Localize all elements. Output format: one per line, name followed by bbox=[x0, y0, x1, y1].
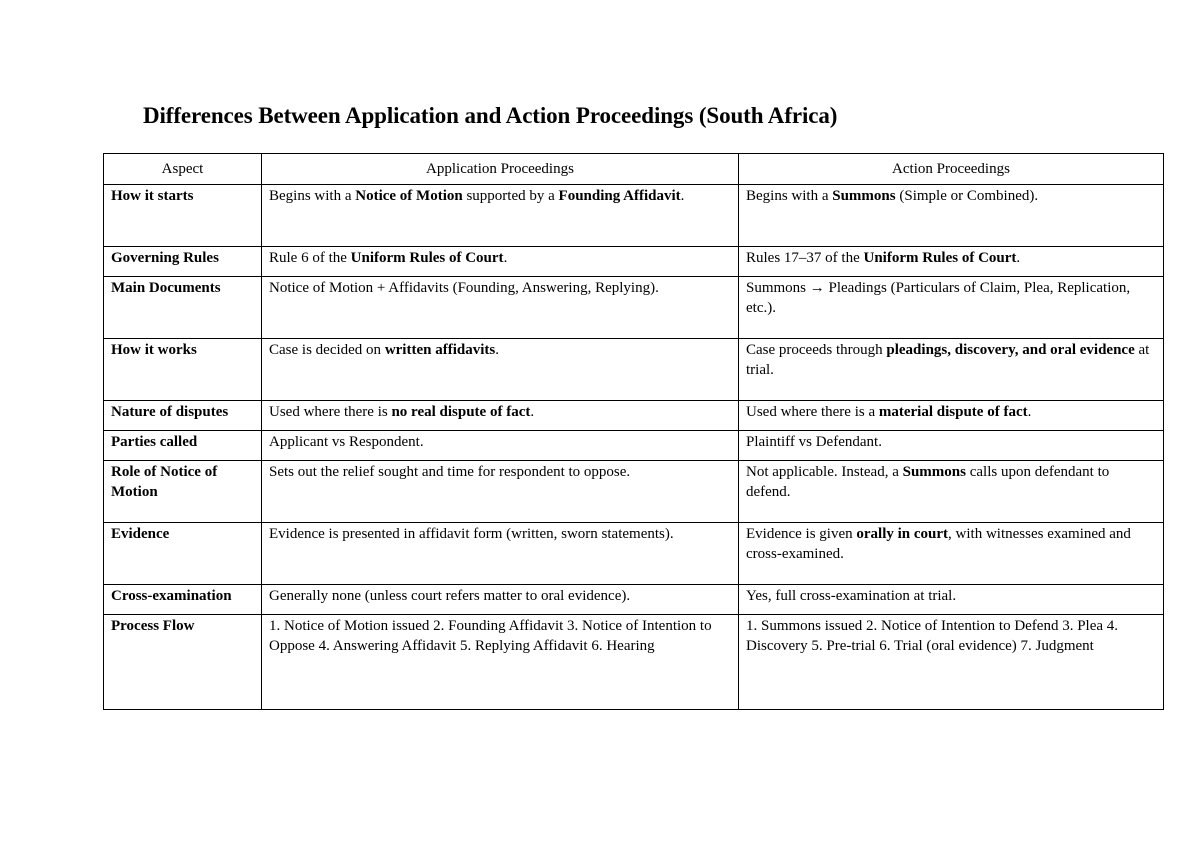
table-row bbox=[104, 585, 1164, 615]
aspect-cell: Cross-examination bbox=[104, 585, 262, 615]
action-cell: Yes, full cross-examination at trial. bbox=[739, 585, 1164, 615]
header-action: Action Proceedings bbox=[739, 154, 1164, 185]
application-cell: Evidence is presented in affidavit form (written, sworn statements). bbox=[262, 523, 739, 585]
page-title: Differences Between Application and Action Proceedings (South Africa) bbox=[143, 103, 838, 128]
bold-term: Summons bbox=[832, 188, 896, 204]
application-cell: Sets out the relief sought and time for respondent to oppose. bbox=[262, 461, 739, 523]
application-cell: 1. Notice of Motion issued 2. Founding Affidavit 3. Notice of Intention to Oppose 4. Answering Affidavit 5. Replying Affidavit 6. Hearing bbox=[262, 615, 739, 710]
aspect-cell: Nature of disputes bbox=[104, 401, 262, 431]
action-cell: Used where there is a material dispute of fact. bbox=[739, 401, 1164, 431]
aspect-cell: Governing Rules bbox=[104, 247, 262, 277]
application-cell: Applicant vs Respondent. bbox=[262, 431, 739, 461]
action-cell: Evidence is given orally in court, with witnesses examined and cross-examined. bbox=[739, 523, 1164, 585]
application-cell: Used where there is no real dispute of fact. bbox=[262, 401, 739, 431]
aspect-cell: Main Documents bbox=[104, 277, 262, 339]
application-cell: Rule 6 of the Uniform Rules of Court. bbox=[262, 247, 739, 277]
bold-term: pleadings, discovery, and oral evidence bbox=[886, 342, 1135, 358]
aspect-cell: Evidence bbox=[104, 523, 262, 585]
aspect-cell: Role of Notice of Motion bbox=[104, 461, 262, 523]
bold-term: written affidavits bbox=[384, 342, 496, 358]
application-cell: Notice of Motion + Affidavits (Founding, Answering, Replying). bbox=[262, 277, 739, 339]
table-body bbox=[104, 185, 1164, 710]
table-row bbox=[104, 277, 1164, 339]
action-cell: Rules 17–37 of the Uniform Rules of Court. bbox=[739, 247, 1164, 277]
bold-term: Notice of Motion bbox=[355, 188, 463, 204]
application-cell: Case is decided on written affidavits. bbox=[262, 339, 739, 401]
action-cell: Summons → Pleadings (Particulars of Claim, Plea, Replication, etc.). bbox=[739, 277, 1164, 339]
action-cell: Not applicable. Instead, a Summons calls upon defendant to defend. bbox=[739, 461, 1164, 523]
table-header-row bbox=[104, 154, 1164, 185]
aspect-cell: Process Flow bbox=[104, 615, 262, 710]
bold-term: Summons bbox=[902, 464, 966, 480]
bold-term: Uniform Rules of Court bbox=[350, 250, 504, 266]
application-cell: Generally none (unless court refers matter to oral evidence). bbox=[262, 585, 739, 615]
aspect-cell: How it starts bbox=[104, 185, 262, 247]
header-application: Application Proceedings bbox=[262, 154, 739, 185]
aspect-cell: How it works bbox=[104, 339, 262, 401]
action-cell: Begins with a Summons (Simple or Combined). bbox=[739, 185, 1164, 247]
bold-term: Uniform Rules of Court bbox=[863, 250, 1017, 266]
table-row bbox=[104, 615, 1164, 710]
table-row bbox=[104, 461, 1164, 523]
action-cell: 1. Summons issued 2. Notice of Intention to Defend 3. Plea 4. Discovery 5. Pre-trial 6. Trial (oral evidence) 7. Judgment bbox=[739, 615, 1164, 710]
comparison-table bbox=[103, 153, 1164, 710]
application-cell: Begins with a Notice of Motion supported by a Founding Affidavit. bbox=[262, 185, 739, 247]
table-row bbox=[104, 431, 1164, 461]
action-cell: Plaintiff vs Defendant. bbox=[739, 431, 1164, 461]
bold-term: orally in court bbox=[856, 526, 949, 542]
bold-term: material dispute of fact bbox=[878, 404, 1028, 420]
aspect-cell: Parties called bbox=[104, 431, 262, 461]
bold-term: Founding Affidavit bbox=[558, 188, 681, 204]
table-row bbox=[104, 523, 1164, 585]
table-row bbox=[104, 339, 1164, 401]
header-aspect: Aspect bbox=[104, 154, 262, 185]
bold-term: no real dispute of fact bbox=[391, 404, 531, 420]
table-row bbox=[104, 401, 1164, 431]
action-cell: Case proceeds through pleadings, discovery, and oral evidence at trial. bbox=[739, 339, 1164, 401]
table-row bbox=[104, 247, 1164, 277]
table-row bbox=[104, 185, 1164, 247]
